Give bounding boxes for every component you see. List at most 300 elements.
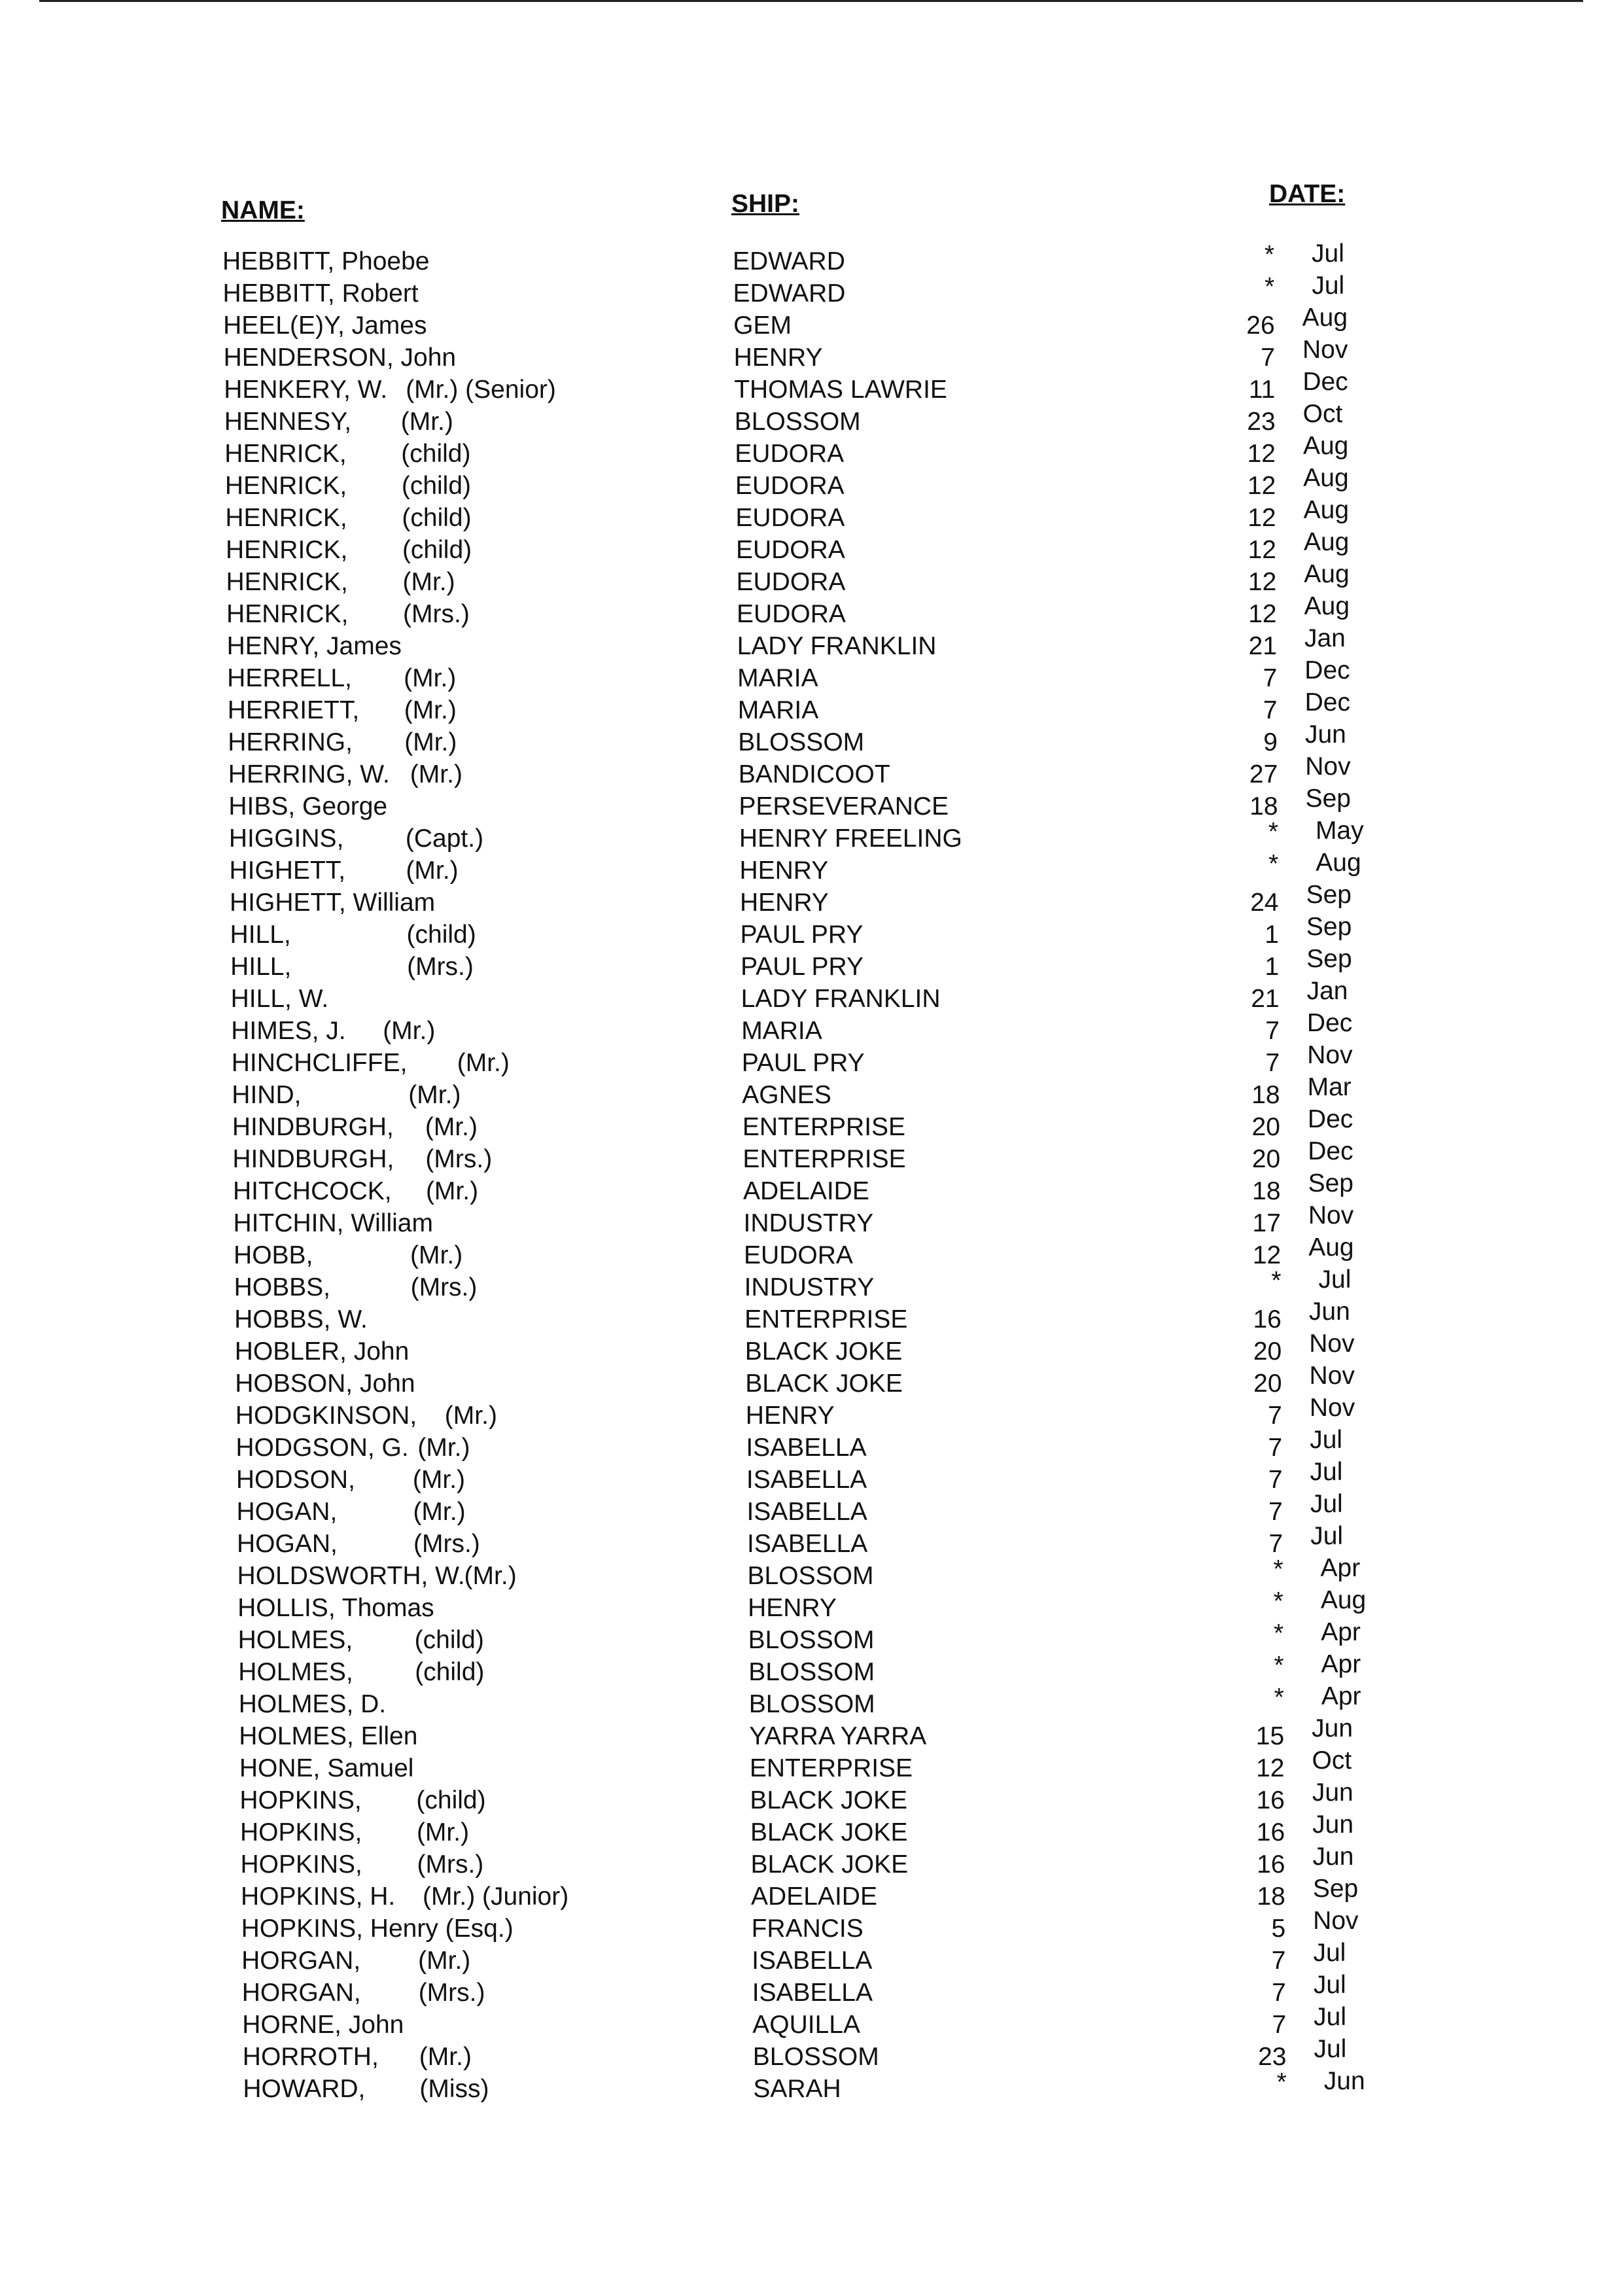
table-row [0,1362,1623,1400]
passenger-title: (Mrs.) [413,1530,480,1558]
arrival-month: Nov [1309,1394,1355,1422]
arrival-day: 7 [1268,1466,1283,1494]
passenger-name: HOLMES, [238,1658,353,1686]
passenger-title: (child) [401,440,471,468]
passenger-name: HEEL(E)Y, James [223,311,427,340]
arrival-day: 1 [1265,953,1280,981]
arrival-day: 7 [1261,344,1275,372]
arrival-month: Jun [1308,1298,1350,1326]
table-row [0,1586,1623,1624]
arrival-day: 7 [1268,1402,1282,1430]
passenger-name: HENRICK, [226,600,349,628]
arrival-day: 20 [1251,1113,1280,1141]
arrival-month: Dec [1308,1137,1353,1165]
passenger-name: HERRELL, [227,664,352,692]
table-row [0,688,1623,726]
table-row [0,2067,1623,2105]
arrival-month: Aug [1308,1233,1354,1262]
passenger-name: HODGSON, G. [236,1434,409,1462]
arrival-month: Jul [1310,1522,1344,1550]
ship-name: INDUSTRY [744,1273,875,1301]
arrival-day: 21 [1251,985,1280,1013]
ship-name: AQUILLA [752,2011,860,2039]
passenger-name: HOBBS, W. [234,1305,368,1333]
table-row [0,528,1623,566]
ship-name: HENRY [745,1402,835,1430]
passenger-name: HOLMES, [237,1626,353,1654]
arrival-day: 17 [1252,1209,1281,1237]
passenger-name: HOPKINS, [239,1818,362,1846]
arrival-month: Aug [1302,432,1349,460]
ship-name: GEM [733,311,792,340]
passenger-name: HITCHIN, William [233,1209,433,1237]
passenger-title: (Mr.) [404,664,457,692]
table-row [0,1009,1623,1047]
passenger-title: (Mr.) [410,1241,463,1269]
passenger-title: (Mr.) [444,1402,497,1430]
table-row [0,1714,1623,1752]
arrival-day: 16 [1256,1818,1285,1846]
passenger-title: (Mr.) [418,1947,471,1975]
arrival-day: 18 [1252,1177,1281,1205]
ship-name: BLOSSOM [734,408,861,436]
ship-name: BLOSSOM [747,1562,874,1590]
arrival-day: 18 [1257,1882,1285,1911]
passenger-title: (Mr.) [425,1113,478,1141]
passenger-title: (Mrs.) [425,1145,493,1173]
passenger-name: HENRICK, [225,504,347,532]
arrival-day: 12 [1252,1241,1282,1269]
passenger-name: HORNE, John [242,2011,404,2039]
passenger-name: HOPKINS, Henry (Esq.) [241,1915,514,1943]
passenger-title: (Mr.) [412,1466,466,1494]
passenger-title: (Mrs.) [407,953,474,981]
passenger-name: HORGAN, [241,1979,361,2007]
passenger-title: (child) [415,1658,485,1686]
ship-name: ISABELLA [747,1530,868,1558]
passenger-title: (Miss) [419,2075,489,2103]
table-row [0,1843,1623,1881]
passenger-name: HINCHCLIFFE, [231,1049,408,1077]
passenger-name: HINDBURGH, [232,1145,394,1173]
passenger-name: HILL, [230,953,292,981]
table-row [0,624,1623,662]
arrival-month: Nov [1302,336,1348,364]
arrival-day: 7 [1271,1947,1286,1975]
passenger-name: HITCHCOCK, [232,1177,392,1205]
table-row [0,592,1623,630]
arrival-month: Sep [1306,881,1352,909]
ship-name: ISABELLA [746,1466,867,1494]
passenger-title: (Mr.) [404,696,457,724]
table-row [0,1105,1623,1143]
arrival-day: 20 [1253,1337,1282,1366]
ship-name: BLOSSOM [748,1690,875,1718]
arrival-month: Nov [1307,1041,1353,1069]
ship-column-header: SHIP: [731,190,800,218]
arrival-day: 5 [1271,1915,1286,1943]
ship-name: BLOSSOM [738,728,865,756]
table-row [0,1618,1623,1656]
passenger-title: (Mr.) [457,1049,510,1077]
top-border-line [39,0,1583,2]
arrival-month: Apr [1321,1650,1361,1678]
passenger-title: (Mr.) [419,2043,472,2071]
table-row [0,368,1623,406]
table-row [0,1041,1623,1079]
table-row [0,1746,1623,1784]
ship-name: ENTERPRISE [744,1305,908,1333]
arrival-month: Aug [1316,849,1361,877]
arrival-day: 23 [1258,2043,1287,2071]
ship-name: EDWARD [733,279,846,308]
arrival-day: * [1265,273,1275,301]
passenger-title: (Mr.) [464,1562,517,1590]
table-row [0,1939,1623,1977]
table-row [0,656,1623,694]
arrival-day: * [1273,1587,1283,1616]
passenger-title: (Mrs.) [403,600,470,628]
ship-name: EUDORA [735,440,845,468]
passenger-name: HOWARD, [243,2075,366,2103]
arrival-month: Apr [1320,1554,1361,1582]
arrival-month: Aug [1320,1586,1367,1614]
arrival-day: 7 [1268,1498,1283,1526]
ship-name: THOMAS LAWRIE [734,376,947,404]
table-row [0,977,1623,1015]
table-row [0,1265,1623,1303]
passenger-name: HOBB, [234,1241,313,1269]
passenger-name: HERRING, W. [228,760,390,788]
passenger-name: HODGKINSON, [235,1402,417,1430]
passenger-name: HOLLIS, Thomas [237,1594,434,1622]
arrival-day: 21 [1248,632,1277,660]
table-row [0,1137,1623,1175]
arrival-month: Jan [1304,624,1346,652]
ship-name: BLOSSOM [748,1658,875,1686]
passenger-name: HIND, [232,1081,302,1109]
passenger-title: (Mr.) [402,568,455,596]
arrival-day: 12 [1248,568,1277,596]
passenger-name: HORGAN, [241,1947,361,1975]
table-row [0,1330,1623,1368]
passenger-name: HENRICK, [226,568,348,596]
table-row [0,1810,1623,1848]
arrival-day: 11 [1248,376,1276,404]
ship-name: BANDICOOT [738,760,890,788]
arrival-day: 24 [1250,889,1279,917]
arrival-day: * [1271,1267,1282,1295]
ship-name: BLACK JOKE [745,1369,903,1398]
arrival-day: 1 [1265,921,1279,949]
arrival-month: May [1315,817,1364,845]
arrival-day: * [1268,850,1279,878]
arrival-month: Apr [1321,1682,1361,1710]
arrival-month: Jul [1310,1458,1343,1486]
arrival-day: 12 [1247,472,1276,500]
arrival-day: 12 [1248,600,1277,628]
arrival-month: Nov [1308,1201,1354,1229]
arrival-day: * [1274,1651,1284,1680]
arrival-month: Oct [1302,400,1343,428]
arrival-day: 18 [1251,1081,1280,1109]
passenger-name: HEBBITT, Phoebe [222,247,430,275]
arrival-month: Nov [1313,1907,1359,1935]
table-row [0,1169,1623,1207]
ship-name: MARIA [737,664,818,692]
arrival-day: * [1274,1684,1284,1712]
table-row [0,272,1623,309]
arrival-month: Nov [1305,752,1351,781]
passenger-name: HEBBITT, Robert [222,279,419,308]
passenger-name: HILL, W. [230,985,329,1013]
table-row [0,1682,1623,1720]
passenger-name: HENNESY, [224,408,352,436]
passenger-name: HENKERY, W. [224,376,388,404]
arrival-month: Sep [1306,945,1352,973]
ship-name: HENRY [733,344,823,372]
ship-name: MARIA [737,696,819,724]
passenger-name: HOBBS, [234,1273,330,1301]
ship-name: PAUL PRY [741,953,864,981]
passenger-name: HERRIETT, [227,696,360,724]
passenger-name: HOPKINS, [239,1786,362,1814]
arrival-month: Jul [1313,1939,1346,1967]
ship-name: ISABELLA [746,1434,867,1462]
ship-name: EDWARD [733,247,845,275]
arrival-month: Jun [1312,1778,1353,1807]
arrival-day: * [1273,1555,1283,1583]
table-row [0,1907,1623,1945]
passenger-name: HENRY, James [226,632,402,660]
passenger-name: HENRICK, [224,440,347,468]
table-row [0,1971,1623,2009]
passenger-title: (Mr.) [417,1434,470,1462]
date-column-header: DATE: [1269,180,1346,208]
table-row [0,1778,1623,1816]
table-row [0,1875,1623,1913]
table-row [0,2035,1623,2073]
arrival-month: Nov [1309,1362,1355,1390]
arrival-month: Jul [1318,1265,1352,1294]
arrival-day: 23 [1247,408,1276,436]
table-row [0,336,1623,374]
arrival-month: Sep [1306,913,1352,941]
table-row [0,785,1623,822]
ship-name: PAUL PRY [740,921,864,949]
passenger-name: HIGHETT, [229,857,346,885]
arrival-day: 7 [1272,2011,1287,2039]
arrival-day: * [1264,241,1274,269]
arrival-month: Jun [1323,2067,1365,2095]
ship-name: AGNES [742,1081,831,1109]
table-row [0,1490,1623,1528]
passenger-title: (Mrs.) [410,1273,478,1301]
passenger-name: HODSON, [236,1466,355,1494]
table-row [0,817,1623,855]
passenger-name: HINDBURGH, [232,1113,394,1141]
table-row [0,720,1623,758]
table-row [0,1394,1623,1432]
ship-name: ISABELLA [746,1498,867,1526]
ship-name: SARAH [753,2075,841,2103]
ship-name: HENRY [740,889,829,917]
passenger-title: (Mr.) [425,1177,479,1205]
table-row [0,913,1623,951]
passenger-title: (Mrs.) [417,1850,484,1879]
ship-name: ENTERPRISE [749,1754,913,1782]
ship-name: ISABELLA [752,1979,873,2007]
arrival-month: Aug [1304,592,1350,620]
arrival-day: 12 [1248,504,1276,532]
arrival-month: Oct [1312,1746,1352,1775]
arrival-month: Sep [1308,1169,1353,1197]
arrival-month: Jun [1312,1810,1354,1839]
table-row [0,849,1623,887]
arrival-day: * [1276,2068,1287,2096]
passenger-name: HOPKINS, H. [241,1882,396,1911]
ship-name: EUDORA [735,472,845,500]
passenger-title: (child) [402,504,472,532]
arrival-day: 12 [1247,440,1276,468]
arrival-month: Jul [1310,1490,1343,1518]
passenger-title: (child) [414,1626,484,1654]
arrival-month: Nov [1309,1330,1355,1358]
arrival-month: Jul [1314,2003,1346,2031]
passenger-title: (Mr.) [383,1017,436,1045]
ship-name: BLACK JOKE [750,1786,907,1814]
arrival-month: Mar [1307,1073,1352,1101]
table-row [0,1201,1623,1239]
passenger-name: HOLDSWORTH, W. [237,1562,465,1590]
ship-name: YARRA YARRA [749,1722,927,1750]
ship-name: HENRY FREELING [739,824,962,853]
arrival-month: Sep [1305,785,1352,813]
table-row [0,1650,1623,1688]
name-column-header: NAME: [221,196,305,224]
passenger-name: HIMES, J. [231,1017,346,1045]
arrival-month: Dec [1304,656,1350,684]
ship-name: EUDORA [736,568,846,596]
arrival-month: Apr [1321,1618,1361,1646]
arrival-month: Dec [1306,1009,1353,1037]
ship-name: ADELAIDE [751,1882,877,1911]
arrival-month: Jul [1312,272,1345,300]
passenger-title: (child) [416,1786,486,1814]
passenger-name: HILL, [230,921,291,949]
ship-name: BLOSSOM [752,2043,879,2071]
table-row [0,752,1623,790]
arrival-month: Aug [1303,528,1350,556]
passenger-name: HENRICK, [224,472,347,500]
ship-name: ADELAIDE [742,1177,869,1205]
table-row [0,400,1623,438]
arrival-month: Dec [1307,1105,1353,1133]
arrival-month: Jun [1304,720,1346,749]
arrival-day: 27 [1249,760,1278,788]
table-row [0,1298,1623,1335]
arrival-day: 16 [1253,1305,1282,1333]
arrival-day: 16 [1256,1786,1285,1814]
passenger-title: (Mr.) [413,1498,466,1526]
table-row [0,496,1623,534]
ship-name: FRANCIS [751,1915,864,1943]
arrival-day: 7 [1263,696,1278,724]
passenger-name: HENDERSON, John [223,344,457,372]
passenger-name: HIGHETT, William [230,889,436,917]
table-row [0,945,1623,983]
passenger-title: (Capt.) [405,824,484,853]
table-row [0,1233,1623,1271]
passenger-title: (Mr.) [408,1081,461,1109]
arrival-day: 7 [1265,1049,1280,1077]
arrival-month: Jul [1313,1971,1346,1999]
passenger-name: HIBS, George [228,792,388,821]
arrival-day: 9 [1263,728,1278,756]
ship-name: INDUSTRY [743,1209,874,1237]
arrival-month: Jul [1314,2035,1347,2063]
arrival-month: Jul [1312,239,1344,268]
ship-name: LADY FRANKLIN [741,985,941,1013]
arrival-day: 12 [1256,1754,1285,1782]
passenger-title: (Mr.) (Junior) [423,1882,569,1911]
arrival-month: Dec [1304,688,1350,716]
table-row [0,432,1623,470]
arrival-day: 16 [1257,1850,1285,1879]
ship-name: BLOSSOM [748,1626,875,1654]
arrival-day: 26 [1246,311,1275,340]
passenger-title: (Mr.) [416,1818,470,1846]
arrival-day: 7 [1265,1017,1280,1045]
ship-name: MARIA [741,1017,822,1045]
ship-name: ISABELLA [752,1947,873,1975]
table-row [0,1522,1623,1560]
arrival-month: Aug [1304,560,1350,588]
arrival-day: 18 [1249,792,1278,821]
ship-name: ENTERPRISE [742,1145,906,1173]
ship-name: EUDORA [744,1241,853,1269]
table-row [0,1458,1623,1496]
passenger-name: HOLMES, D. [238,1690,387,1718]
ship-name: EUDORA [737,600,846,628]
passenger-title: (child) [402,536,472,564]
passenger-name: HENRICK, [225,536,348,564]
arrival-month: Jul [1310,1426,1343,1454]
passenger-name: HOBLER, John [234,1337,410,1366]
passenger-title: (Mr.) (Senior) [406,376,556,404]
arrival-month: Jun [1312,1714,1353,1742]
passenger-name: HOGAN, [236,1498,338,1526]
arrival-day: 7 [1268,1530,1283,1558]
passenger-title: (Mr.) [404,728,457,756]
arrival-month: Sep [1312,1875,1359,1903]
arrival-day: 7 [1268,1434,1283,1462]
passenger-title: (Mr.) [410,760,462,788]
table-row [0,2003,1623,2041]
passenger-name: HERRING, [228,728,353,756]
ship-name: PERSEVERANCE [739,792,949,821]
ship-name: ENTERPRISE [742,1113,906,1141]
arrival-day: 15 [1255,1722,1285,1750]
passenger-name: HOGAN, [237,1530,338,1558]
arrival-day: 7 [1272,1979,1286,2007]
passenger-name: HONE, Samuel [239,1754,414,1782]
arrival-day: 20 [1251,1145,1281,1173]
ship-name: BLACK JOKE [750,1850,909,1879]
arrival-month: Aug [1303,464,1349,492]
passenger-name: HIGGINS, [228,824,344,853]
ship-name: BLACK JOKE [744,1337,903,1366]
